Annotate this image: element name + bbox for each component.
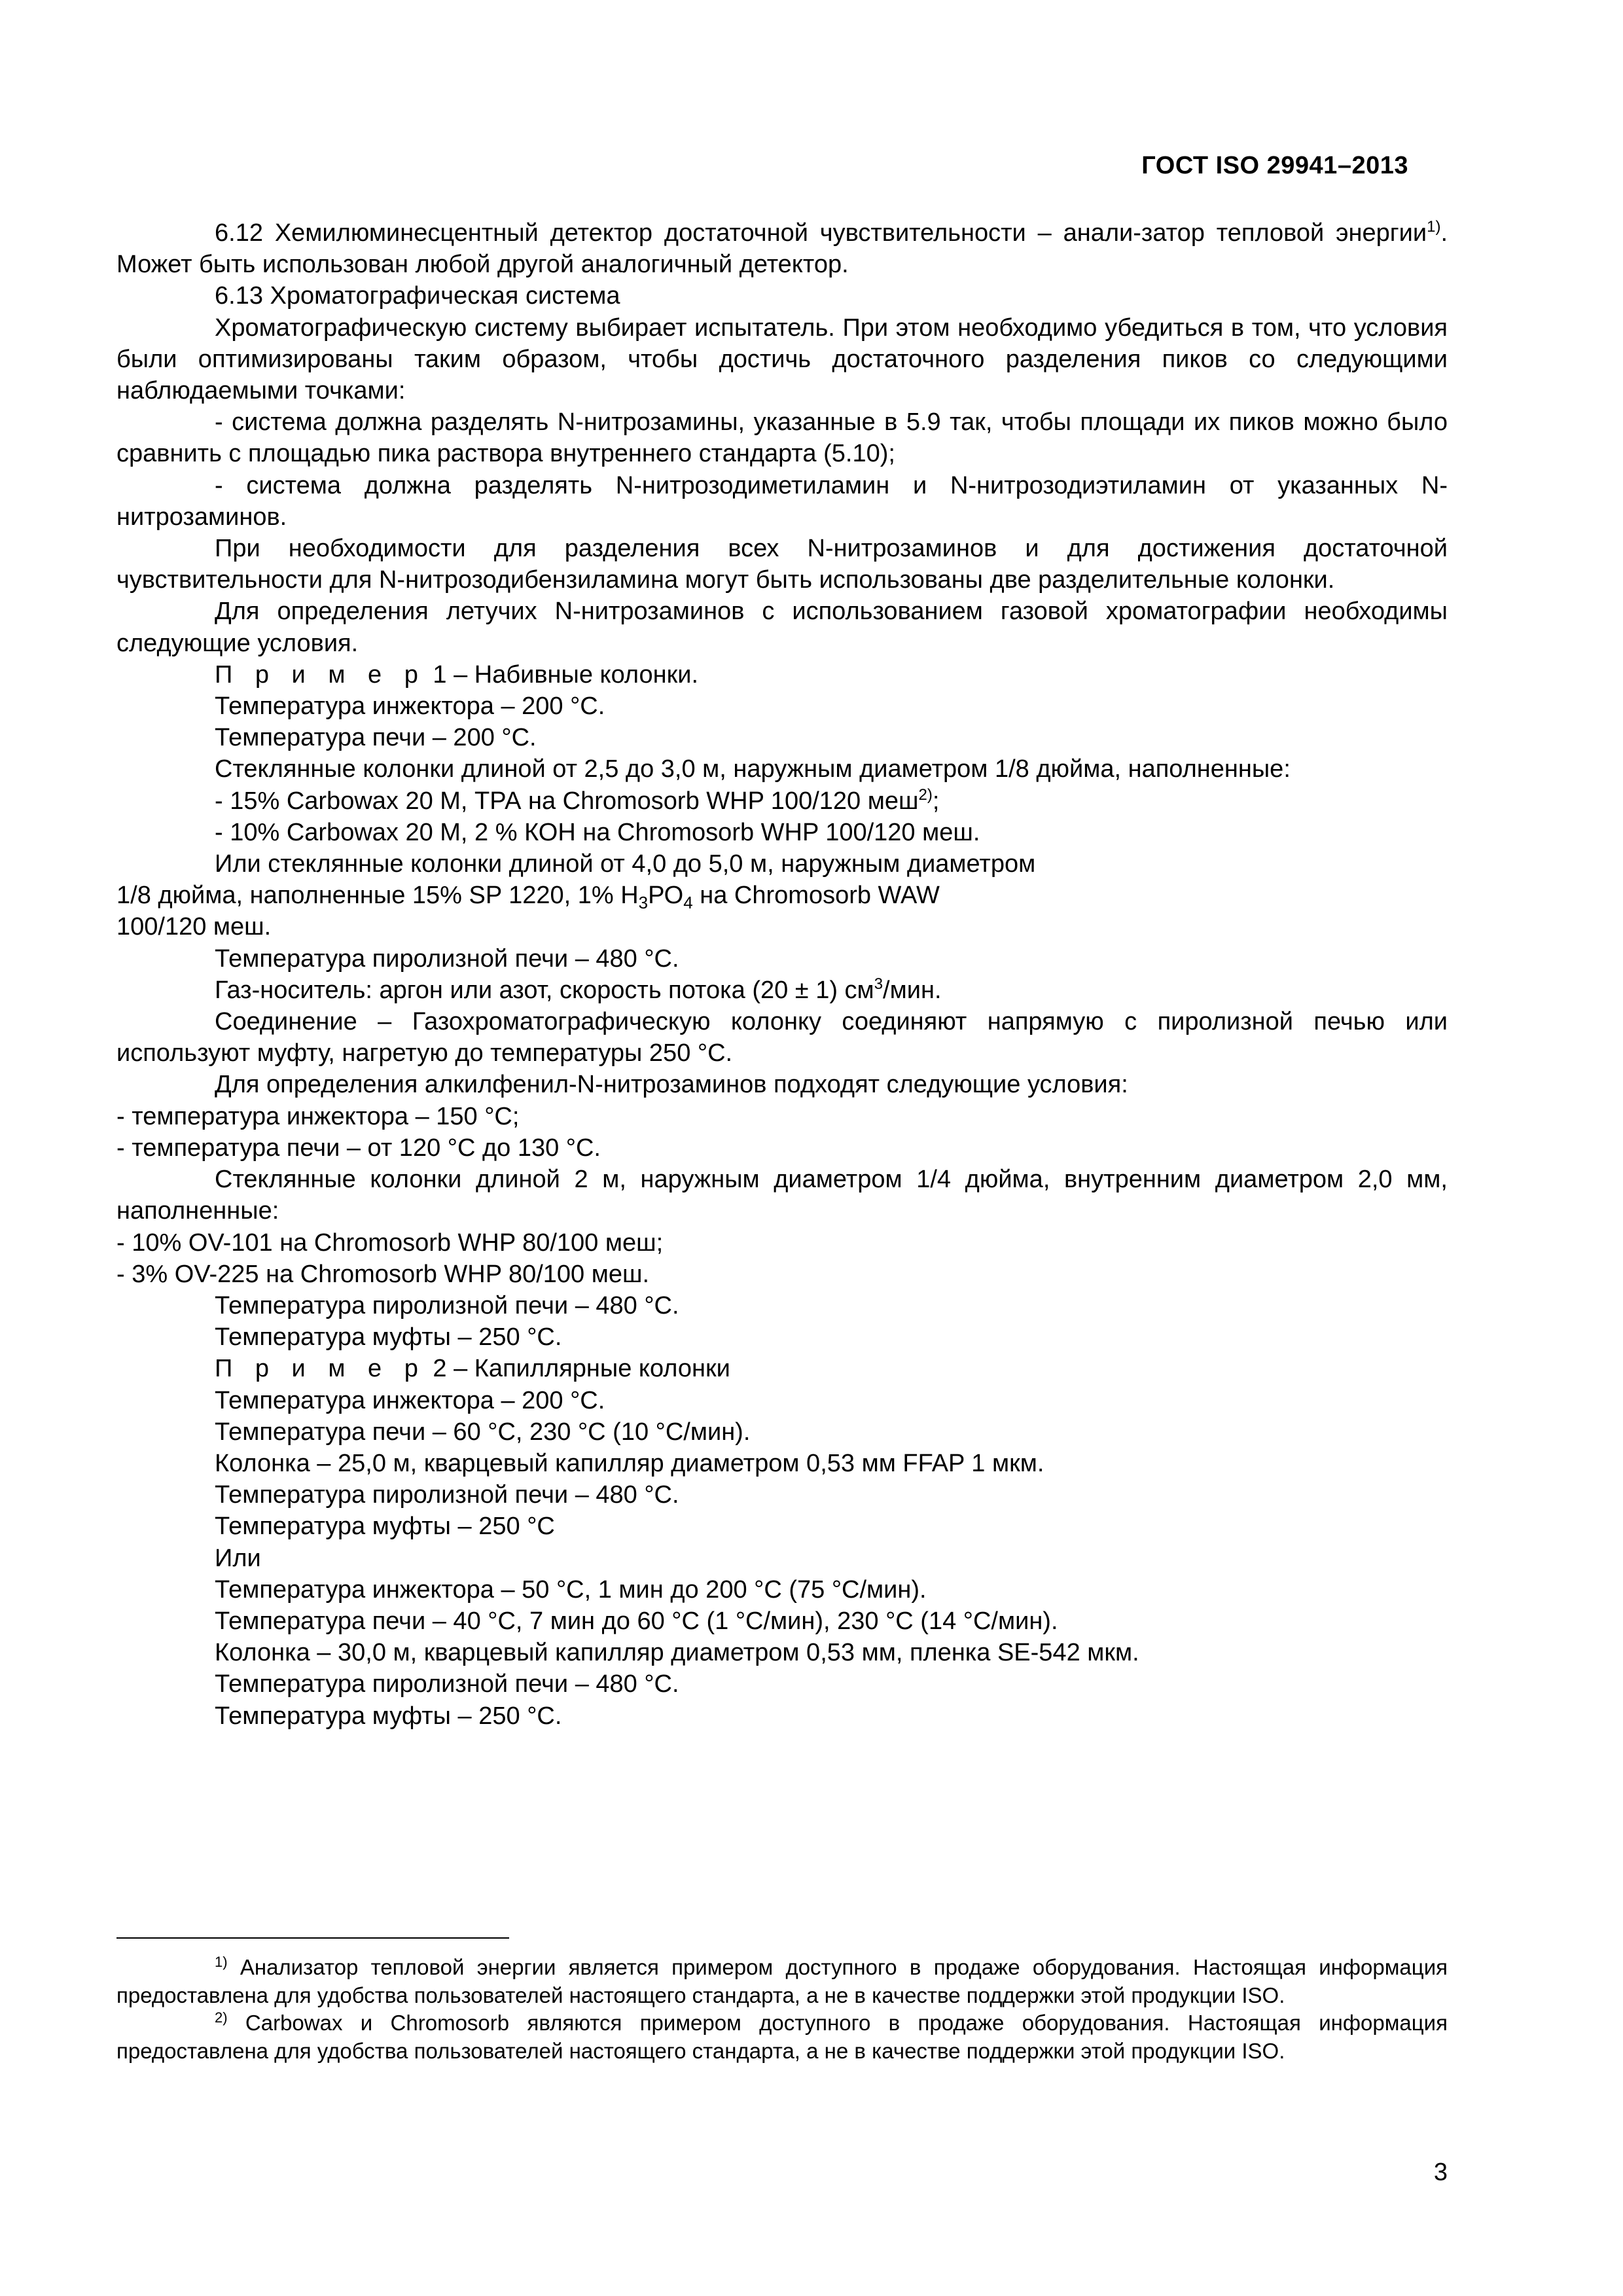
- line: - 15% Carbowax 20 M, ТРА на Chromosorb WHP 100/120 меш$^{2)}$;: [215, 785, 940, 815]
- line: Температура инжектора – 200 °С.: [215, 1386, 605, 1414]
- list-item: - система должна разделять N-нитрозамины, указанные в 5.9 так, чтобы площади их пиков можно было сравнить с площадью пика раствора внутреннего стандарта (5.10);: [116, 408, 1448, 468]
- line: Температура муфты – 250 °С.: [215, 1702, 562, 1730]
- paragraph: Соединение – Газохроматографическую колонку соединяют напрямую с пиролизной печью или используют муфту, нагретую до температуры 250 °С.: [116, 1008, 1448, 1067]
- example-2-heading: П р и м е р 2 – Капиллярные колонки: [215, 1355, 730, 1383]
- line: Газ-носитель: аргон или азот, скорость потока (20 ± 1) $см^3$/мин.: [215, 975, 942, 1004]
- footnote-1: $^{1)}$ Анализатор тепловой энергии является примером доступного в продаже оборудования. Настоящая информация предоставлена для удобства пользователей настоящего стандарта, а не в качестве поддержки этой продукции ISO.: [116, 1954, 1448, 2007]
- line: Для определения алкилфенил-N-нитрозаминов подходят следующие условия:: [215, 1071, 1128, 1099]
- line: Температура печи – 40 °С, 7 мин до 60 °С (1 °С/мин), 230 °С (14 °С/мин).: [215, 1607, 1058, 1635]
- example-1-heading: П р и м е р 1 – Набивные колонки.: [215, 660, 699, 689]
- document-code: ГОСТ ISO 29941–2013: [1141, 152, 1408, 179]
- line: Температура пиролизной печи – 480 °С.: [215, 1670, 679, 1698]
- list-item: - температура инжектора – 150 °С;: [116, 1102, 520, 1130]
- footnote-ref-1[interactable]: 1): [1427, 218, 1441, 236]
- line: Или стеклянные колонки длиной от 4,0 до 5,0 м, наружным диаметром: [215, 850, 1036, 878]
- list-item: - температура печи – от 120 °С до 130 °С.: [116, 1134, 601, 1162]
- line: - 10% Carbowax 20 M, 2 % КОН на Chromosorb WHP 100/120 меш.: [215, 818, 980, 846]
- line: 100/120 меш.: [116, 913, 272, 941]
- line: Температура печи – 60 °С, 230 °С (10 °С/мин).: [215, 1418, 751, 1446]
- line: Колонка – 25,0 м, кварцевый капилляр диаметром 0,53 мм FFAP 1 мкм.: [215, 1449, 1044, 1477]
- footnote-ref-2[interactable]: 2): [918, 785, 933, 804]
- line: Температура пиролизной печи – 480 °С.: [215, 1291, 679, 1319]
- page-number: 3: [1433, 2159, 1448, 2186]
- paragraph: Хроматографическую систему выбирает испытатель. При этом необходимо убедиться в том, что условия были оптимизированы таким образом, чтобы достичь достаточного разделения пиков со следующими наблюдаемыми точками:: [116, 314, 1448, 405]
- footnotes: [116, 1954, 1448, 2065]
- footnote-2: $^{2)}$ Carbowax и Chromosorb являются примером доступного в продаже оборудования. Настоящая информация предоставлена для удобства пользователей настоящего стандарта, а не в качестве поддержки этой продукции ISO.: [116, 2009, 1448, 2063]
- line: Температура муфты – 250 °С.: [215, 1323, 562, 1352]
- footnote-separator: [116, 1937, 509, 1939]
- section-heading-6-13: 6.13 Хроматографическая система: [215, 282, 620, 310]
- document-body: [116, 217, 1448, 1732]
- paragraph: Стеклянные колонки длиной 2 м, наружным диаметром 1/4 дюйма, внутренним диаметром 2,0 мм, наполненные:: [116, 1166, 1448, 1225]
- line: Температура инжектора – 50 °С, 1 мин до 200 °С (75 °С/мин).: [215, 1575, 927, 1604]
- line: Температура печи – 200 °С.: [215, 724, 537, 752]
- line: Температура инжектора – 200 °С.: [215, 692, 605, 721]
- list-item: - 10% OV-101 на Chromosorb WHP 80/100 меш;: [116, 1229, 664, 1257]
- paragraph-6-12: 6.12 Хемилюминесцентный детектор достаточной чувствительности – анали-затор тепловой энергии$^{1)}$. Может быть использован любой другой аналогичный детектор.: [116, 218, 1448, 279]
- line: Температура пиролизной печи – 480 °С.: [215, 1481, 679, 1509]
- line: Или: [215, 1544, 261, 1572]
- paragraph: При необходимости для разделения всех N-нитрозаминов и для достижения достаточной чувствительности для N-нитрозодибензиламина могут быть использованы две разделительные колонки.: [116, 535, 1448, 594]
- line: Температура пиролизной печи – 480 °С.: [215, 944, 679, 973]
- line: Колонка – 30,0 м, кварцевый капилляр диаметром 0,53 мм, пленка SE-542 мкм.: [215, 1639, 1139, 1667]
- line: Стеклянные колонки длиной от 2,5 до 3,0 м, наружным диаметром 1/8 дюйма, наполненные:: [215, 755, 1291, 783]
- line: 1/8 дюйма, наполненные 15% SP 1220, 1% $Н_3РО_4$ на Chromosorb WAW: [116, 882, 940, 913]
- list-item: - 3% OV-225 на Chromosorb WHP 80/100 меш.: [116, 1260, 650, 1288]
- list-item: - система должна разделять N-нитрозодиметиламин и N-нитрозодиэтиламин от указанных N-нитрозаминов.: [116, 471, 1448, 531]
- line: Температура муфты – 250 °С: [215, 1513, 555, 1541]
- paragraph: Для определения летучих N-нитрозаминов с использованием газовой хроматографии необходимы следующие условия.: [116, 598, 1448, 657]
